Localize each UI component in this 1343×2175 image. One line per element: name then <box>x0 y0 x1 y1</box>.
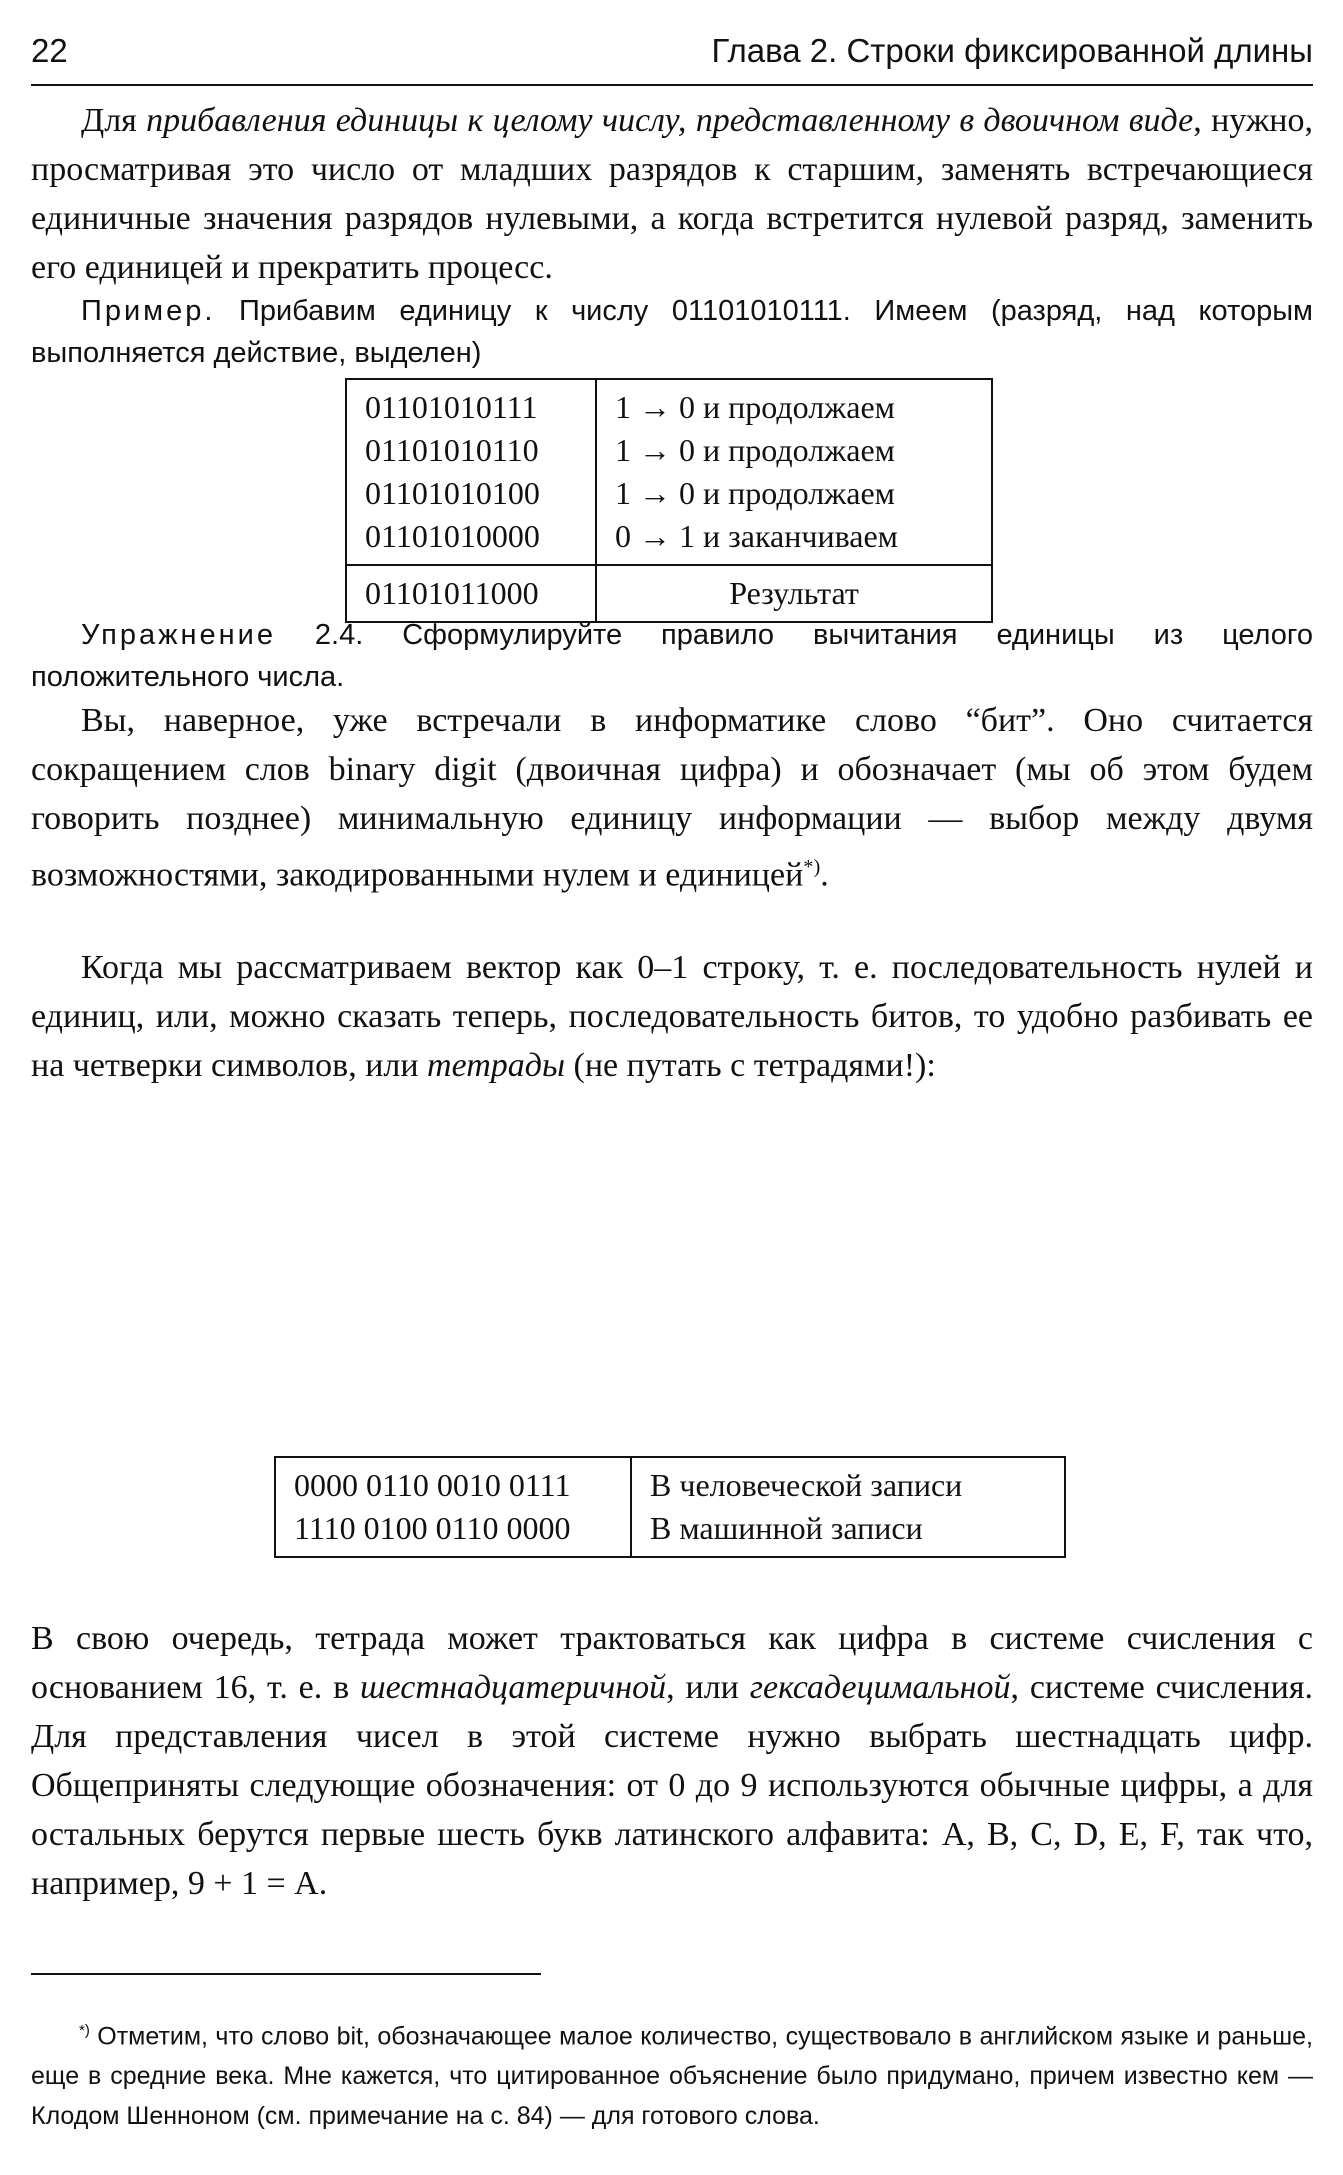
paragraph-tetrads: Когда мы рассматриваем вектор как 0–1 строку, т. е. последовательность нулей и единиц, или, можно сказать теперь, последовательность битов, то удобно разбивать ее на четверки символов, или тетрады (не путать с тетрадями!): <box>31 949 1313 1084</box>
page-number: 22 <box>31 32 68 69</box>
term-hexadecimal-ru: шестнадцатеричной <box>360 1669 667 1706</box>
step-note: 0 → 1 и заканчиваем <box>615 518 898 554</box>
footnote: *) Отметим, что слово bit, обозначающее малое количество, существовало в английском языке и раньше, еще в средние века. Мне кажется, что цитированное объяснение было придумано, причем известно кем — Клодом Шенноном (см. примечание на с. 84) — для готового слова. <box>31 2022 1313 2131</box>
tetrad-table <box>274 1456 1066 1558</box>
table-row: 01101010000 <box>365 518 540 554</box>
step-note: 1 → 0 и продолжаем <box>615 389 895 425</box>
result-label: Результат <box>596 565 992 622</box>
chapter-title: Глава 2. Строки фиксированной длины <box>711 32 1313 69</box>
bits-row: 0000 0110 0010 0111 <box>294 1467 571 1503</box>
increment-table <box>345 378 993 623</box>
footnote-divider <box>31 1973 541 1975</box>
example-label: Пример. <box>81 295 216 327</box>
result-value: 01101011000 <box>346 565 596 622</box>
footnote-ref: *) <box>803 856 821 878</box>
paragraph-increment-rule: Для прибавления единицы к целому числу, представленному в двоичном виде, нужно, просматривая это число от младших разрядов к старшим, заменять встречающиеся единичные значения разрядов нулевыми, а когда встретится нулевой разряд, заменить его единицей и прекратить процесс. <box>31 102 1314 286</box>
step-note: 1 → 0 и продолжаем <box>615 432 895 468</box>
paragraph-bit: Вы, наверное, уже встречали в информатике слово “бит”. Оно считается сокращением слов binary digit (двоичная цифра) и обозначает (мы об этом будем говорить позднее) минимальную единицу информации — выбор между двумя возможностями, закодированными нулем и единицей*). <box>31 702 1313 894</box>
step-note: 1 → 0 и продолжаем <box>615 475 895 511</box>
running-header <box>31 28 1313 86</box>
table-row: 01101010110 <box>365 432 539 468</box>
bits-row: 1110 0100 0110 0000 <box>294 1510 571 1546</box>
notation-label: В человеческой записи <box>650 1467 963 1503</box>
exercise-paragraph: Упражнение 2.4. Сформулируйте правило вычитания единицы из целого положительного числа. <box>31 619 1313 693</box>
footnote-mark: *) <box>79 2022 90 2039</box>
term-tetrads: тетрады <box>427 1047 566 1084</box>
exercise-label: Упражнение <box>81 619 276 651</box>
table-row: 01101010100 <box>365 475 540 511</box>
table-row: 01101010111 <box>365 389 538 425</box>
term-increment: прибавления единицы к целому числу, представленному в двоичном виде <box>146 102 1194 139</box>
term-hexadecimal: гексадецимальной <box>749 1669 1011 1706</box>
paragraph-hex: В свою очередь, тетрада может трактоваться как цифра в системе счисления с основанием 16, т. е. в шестнадцатеричной, или гексадецимальной, системе счисления. Для представления чисел в этой системе нужно выбрать шестнадцать цифр. Общеприняты следующие обозначения: от 0 до 9 используются обычные цифры, а для остальных берутся первые шесть букв латинского алфавита: A, B, C, D, E, F, так что, например, 9 + 1 = A. <box>31 1620 1313 1902</box>
notation-label: В машинной записи <box>650 1510 923 1546</box>
example-paragraph: Пример. Прибавим единицу к числу 01101010111. Имеем (разряд, над которым выполняется действие, выделен) <box>31 295 1313 369</box>
